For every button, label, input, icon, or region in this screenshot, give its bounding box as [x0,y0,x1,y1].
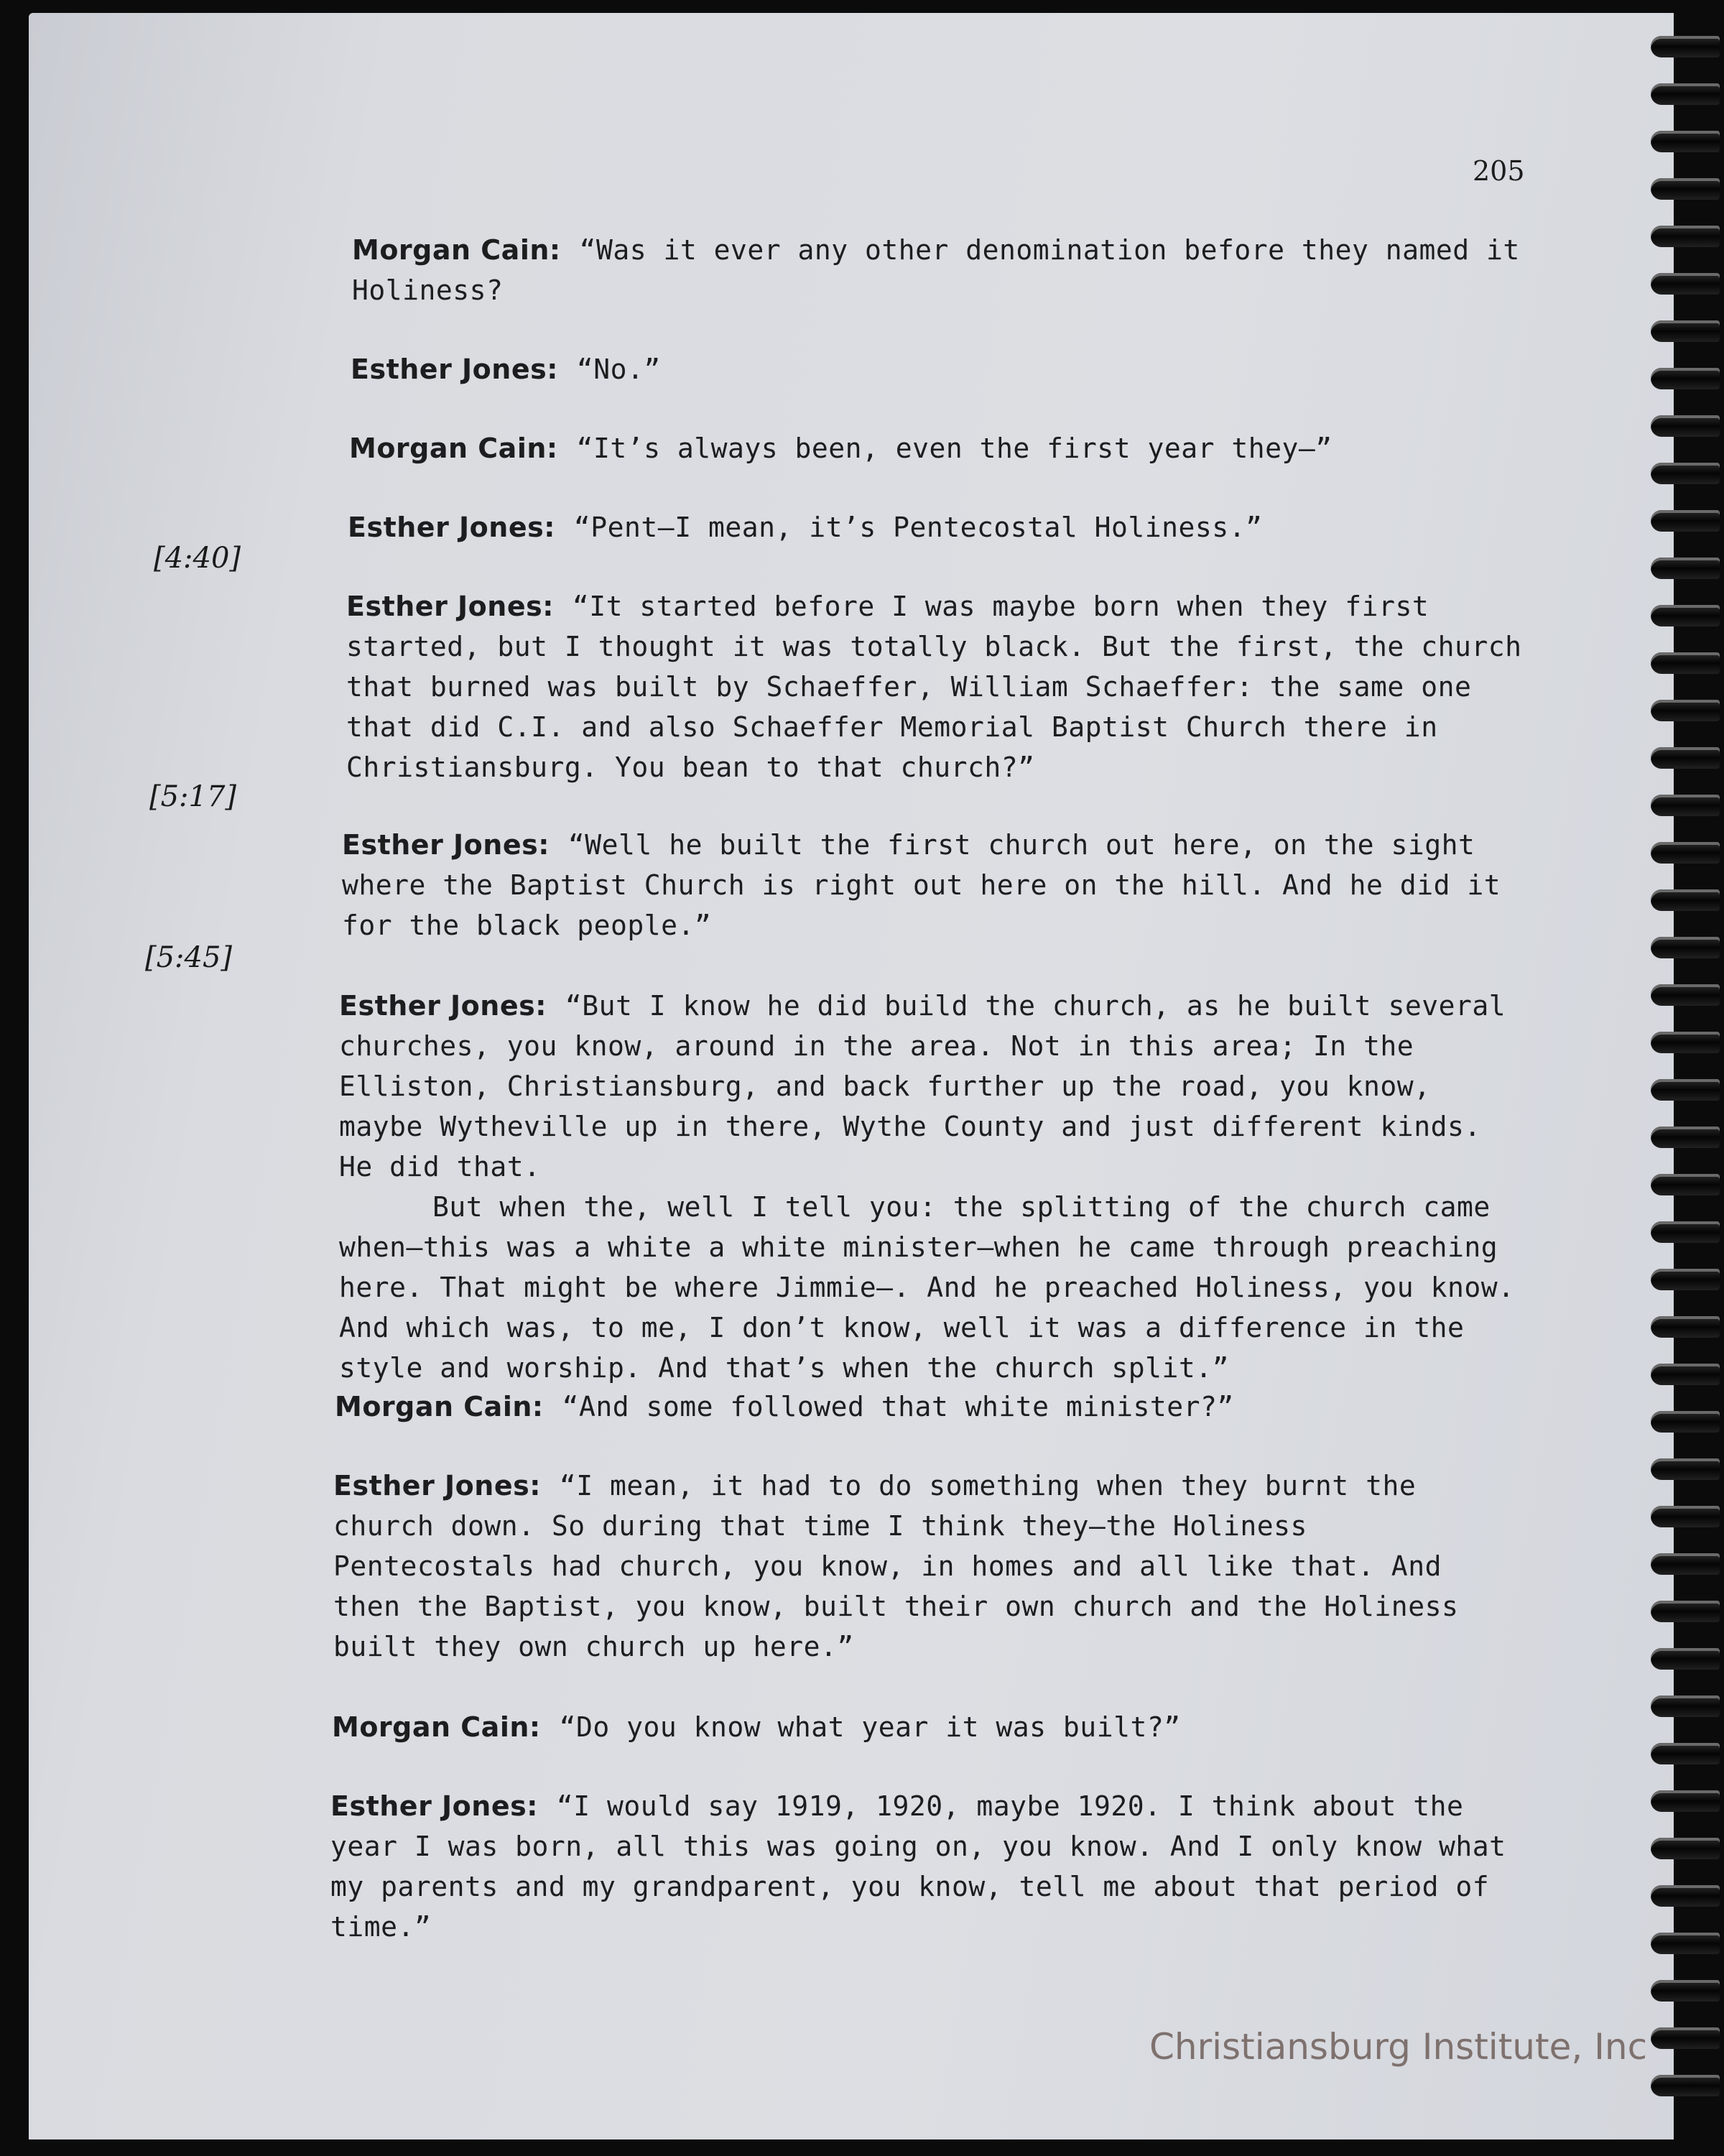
dialogue-text: “Do you know what year it was built?” [559,1711,1181,1743]
speaker-name: Esther Jones: [333,1470,541,1502]
speaker-name: Esther Jones: [339,990,547,1022]
binding-ring [1651,36,1720,57]
binding-ring [1651,1838,1720,1859]
binding-ring [1651,795,1720,816]
watermark: Christiansburg Institute, Inc [1149,2026,1648,2068]
binding-ring [1651,1269,1720,1290]
binding-ring [1651,1790,1720,1812]
binding-ring [1651,605,1720,626]
binding-ring [1651,320,1720,342]
binding-ring [1651,1174,1720,1195]
transcript-entry [348,507,1526,547]
timestamp: [4:40] [154,542,241,575]
dialogue-text: “But I know he did build the church, as he built several churches, you know, around in the area. Not in this area; In the Elliston, Christiansburg, and back further up the road, you know, maybe Wytheville up in there, Wythe County and just different kinds. He did that. [339,990,1506,1183]
dialogue-text: “I mean, it had to do something when they burnt the church down. So during that time I think they—the Holiness Pentecostals had church, you know, in homes and all like that. And then the Baptist, you know, built their own church and the Holiness built they own church up here.” [333,1470,1459,1662]
binding-ring [1651,937,1720,958]
binding-ring [1651,178,1720,200]
binding-ring [1651,2075,1720,2096]
dialogue-text: “Pent—I mean, it’s Pentecostal Holiness.” [573,512,1263,543]
binding-ring [1651,463,1720,484]
timestamp: [5:45] [145,941,233,974]
spiral-binding [1645,36,1724,2119]
transcript-entry [352,230,1530,310]
dialogue-text: “I would say 1919, 1920, maybe 1920. I think about the year I was born, all this was going on, you know. And I only know what my parents and my grandparent, you know, tell me about that period of time.” [330,1790,1506,1943]
transcript-entry [339,986,1517,1388]
speaker-name: Morgan Cain: [352,234,561,266]
dialogue-text: “No.” [576,353,661,385]
transcript-entry [335,1387,1513,1427]
transcript-entry [333,1466,1511,1667]
binding-ring [1651,1126,1720,1148]
binding-ring [1651,1885,1720,1907]
binding-ring [1651,1506,1720,1527]
binding-ring [1651,83,1720,105]
binding-ring [1651,226,1720,247]
dialogue-text: But when the, well I tell you: the splitting of the church came when—this was a white a white minister—when he came through preaching here. That might be where Jimmie—. And he preached Holiness, you know. And which was, to me, I don’t know, well it was a difference in the style and worship. And that’s when the church split.” [339,1191,1515,1384]
binding-ring [1651,1695,1720,1717]
transcript-entry [330,1786,1508,1947]
binding-ring [1651,1980,1720,2002]
dialogue-text: “And some followed that white minister?” [562,1391,1234,1422]
speaker-name: Esther Jones: [348,512,555,543]
binding-ring [1651,1553,1720,1575]
speaker-name: Esther Jones: [351,353,558,385]
binding-ring [1651,1221,1720,1243]
transcript-entry [346,586,1524,787]
speaker-name: Morgan Cain: [332,1711,541,1743]
binding-ring [1651,368,1720,389]
dialogue-text: “It’s always been, even the first year they—” [576,432,1333,464]
binding-ring [1651,415,1720,437]
binding-ring [1651,1316,1720,1338]
binding-ring [1651,2027,1720,2049]
binding-ring [1651,1458,1720,1480]
transcript-entry [351,349,1529,389]
dialogue-text: “Well he built the first church out here, on the sight where the Baptist Church is right out here on the hill. And he did it for the black people.” [342,829,1501,941]
speaker-name: Morgan Cain: [335,1391,544,1422]
binding-ring [1651,1079,1720,1101]
binding-ring [1651,557,1720,579]
binding-ring [1651,889,1720,911]
binding-ring [1651,1933,1720,1954]
binding-ring [1651,700,1720,721]
page-number: 205 [1473,155,1525,187]
transcript-entry [342,825,1520,945]
binding-ring [1651,131,1720,152]
dialogue-text: “It started before I was maybe born when they first started, but I thought it was totally black. But the first, the church that burned was built by Schaeffer, William Schaeffer: the same one that did C.I. and also Schaeffer Memorial Baptist Church there in Christiansburg. You bean to that church?” [346,591,1522,783]
binding-ring [1651,1032,1720,1053]
speaker-name: Esther Jones: [330,1790,538,1822]
binding-ring [1651,842,1720,864]
binding-ring [1651,1364,1720,1385]
binding-ring [1651,652,1720,674]
transcript-entry [332,1707,1510,1747]
dialogue-text: “Was it ever any other denomination before they named it Holiness? [352,234,1520,306]
speaker-name: Esther Jones: [342,829,550,861]
binding-ring [1651,747,1720,769]
binding-ring [1651,273,1720,295]
binding-ring [1651,510,1720,532]
speaker-name: Esther Jones: [346,591,554,622]
binding-ring [1651,984,1720,1006]
speaker-name: Morgan Cain: [349,432,558,464]
timestamp: [5:17] [149,780,237,813]
binding-ring [1651,1411,1720,1433]
binding-ring [1651,1743,1720,1764]
binding-ring [1651,1601,1720,1622]
transcript-entry [349,428,1527,468]
binding-ring [1651,1648,1720,1670]
